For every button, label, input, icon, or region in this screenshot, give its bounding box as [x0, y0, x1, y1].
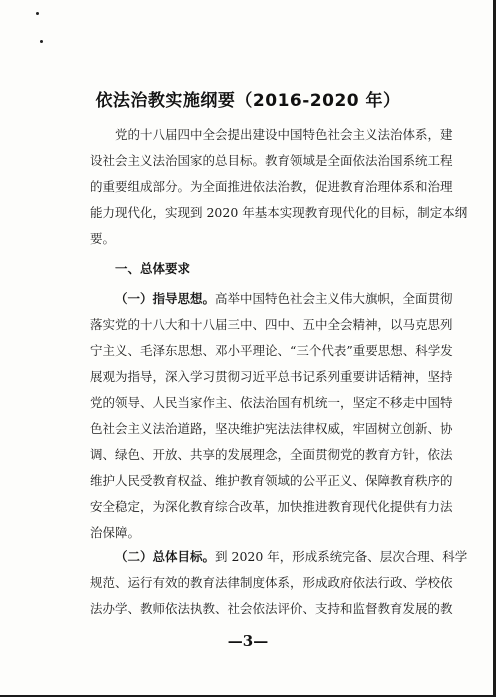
text-line: 能力现代化，实现到 2020 年基本实现教育现代化的目标，制定本纲 [90, 205, 468, 220]
text-line: 调、绿色、开放、共享的发展理念，全面贯彻党的教育方针，依法 [90, 447, 453, 462]
subsection-label: （二）总体目标。 [115, 549, 216, 564]
text-line: 展观为指导，深入学习贯彻习近平总书记系列重要讲话精神，坚持 [90, 369, 453, 384]
intro-paragraph [90, 122, 468, 252]
text-line: 安全稳定，为深化教育综合改革，加快推进教育现代化提供有力法 [90, 499, 453, 514]
page-number: —3— [227, 632, 269, 650]
text-line: 的重要组成部分。为全面推进依法治教，促进教育治理体系和治理 [90, 179, 453, 194]
section-heading: 一、总体要求 [115, 261, 191, 276]
text-line: 要。 [90, 231, 116, 246]
overall-goal-paragraph [90, 544, 468, 622]
text-line: 宁主义、毛泽东思想、邓小平理论、“三个代表”重要思想、科学发 [90, 343, 453, 358]
text-line: 设社会主义法治国家的总目标。教育领域是全面依法治国系统工程 [90, 153, 453, 168]
subsection-label: （一）指导思想。 [115, 291, 216, 306]
text-line: 维护人民受教育权益、维护教育领域的公平正义、保障教育秩序的 [90, 473, 453, 488]
text-line: 落实党的十八大和十八届三中、四中、五中全会精神，以马克思列 [90, 317, 453, 332]
text-run: 高举中国特色社会主义伟大旗帜，全面贯彻 [215, 291, 453, 306]
text-line: 党的十八届四中全会提出建设中国特色社会主义法治体系，建 [115, 127, 453, 142]
text-line: 党的领导、人民当家作主、依法治国有机统一，坚定不移走中国特 [90, 395, 453, 410]
text-run: 到 2020 年，形成系统完备、层次合理、科学 [215, 549, 468, 564]
page-title: 依法治教实施纲要（2016-2020 年） [95, 91, 401, 111]
scan-speck [36, 12, 39, 15]
text-line: 色社会主义法治道路，坚决维护宪法法律权威，牢固树立创新、协 [90, 421, 453, 436]
text-line: 治保障。 [90, 525, 141, 540]
text-line: 法办学、教师依法执教、社会依法评价、支持和监督教育发展的教 [90, 601, 453, 616]
text-line [90, 286, 453, 312]
scan-speck [40, 40, 43, 43]
text-line: 规范、运行有效的教育法律制度体系，形成政府依法行政、学校依 [90, 575, 453, 590]
guiding-thought-paragraph [90, 286, 453, 546]
text-line [90, 544, 468, 570]
